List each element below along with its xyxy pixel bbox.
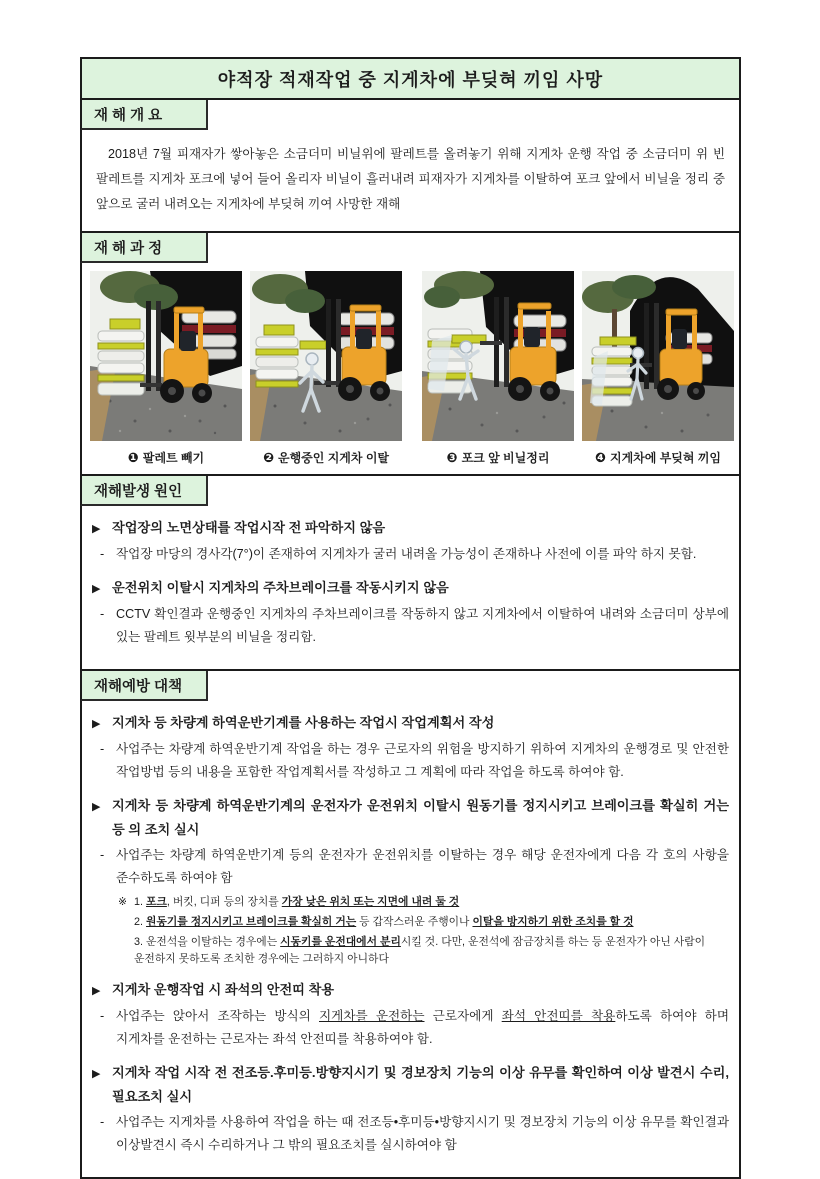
cause-items <box>82 506 739 669</box>
prevention-heading: 재해예방 대책 <box>80 671 208 701</box>
note-2-text: 2. 원동기를 정지시키고 브레이크를 확실히 거는 등 갑작스러운 주행이나 이탈을 방지하기 위한 조치를 할 것 <box>134 916 634 928</box>
cause-2-detail: CCTV 확인결과 운행중인 지게차의 주차브레이크를 작동하지 않고 지게차에서 이탈하여 내려와 소금더미 상부에 있는 팔레트 윗부분의 비닐을 정리함. <box>116 607 729 644</box>
section-prevention-header <box>82 671 739 701</box>
note-1-text: 1. 포크, 버킷, 디퍼 등의 장치를 가장 낮은 위치 또는 지면에 내려 둘 것 <box>134 896 460 908</box>
prevention-3-title: 지게차 운행작업 시 좌석의 안전띠 착용 <box>112 982 335 997</box>
process-image-1 <box>90 271 242 441</box>
process-image-3 <box>422 271 574 441</box>
prevention-1-detail: 사업주는 차량계 하역운반기계 작업을 하는 경우 근로자의 위험을 방지하기 위하여 지게차의 운행경로 및 안전한 작업방법 등의 내용을 포함한 작업계획서를 작성하고 그 계획에 따라 작업을 하도록 하여야 함. <box>116 742 729 779</box>
cause-1-detail: 작업장 마당의 경사각(7°)이 존재하여 지게차가 굴러 내려올 가능성이 존재하나 사전에 이를 파악 하지 못함. <box>116 547 697 561</box>
triangle-bullet-icon: ▶ <box>92 718 101 730</box>
dash-icon: - <box>100 607 105 621</box>
note-3-text: 3. 운전석을 이탈하는 경우에는 시동키를 운전대에서 분리시킬 것. 다만, 운전석에 잠금장치를 하는 등 운전자가 아닌 사람이 운전하지 못하도록 조치한 경우에는 그러하지 아니하다 <box>134 936 706 965</box>
dash-icon: - <box>100 848 105 862</box>
forklift-scene-3-illustration <box>422 271 574 441</box>
step-2-label: 운행중인 지게차 이탈 <box>278 451 389 465</box>
prevention-item-1 <box>92 711 729 784</box>
page-title: 야적장 적재작업 중 지게차에 부딪혀 끼임 사망 <box>82 59 739 100</box>
prevention-item-3 <box>92 978 729 1051</box>
cause-heading: 재해발생 원인 <box>80 476 208 506</box>
caption-step-4 <box>582 449 734 466</box>
triangle-bullet-icon: ▶ <box>92 801 101 813</box>
prevention-item-4 <box>92 1061 729 1157</box>
prevention-item-2 <box>92 794 729 968</box>
note-2 <box>118 914 729 931</box>
prevention-2-notes <box>118 894 729 968</box>
process-captions <box>82 445 739 474</box>
prevention-2-title: 지게차 등 차량계 하역운반기계의 운전자가 운전위치 이탈시 원동기를 정지시키고 브레이크를 확실히 거는 등 의 조치 실시 <box>112 798 729 837</box>
forklift-scene-4-illustration <box>582 271 734 441</box>
prevention-1-title: 지게차 등 차량계 하역운반기계를 사용하는 작업시 작업계획서 작성 <box>112 715 495 730</box>
forklift-scene-1-illustration <box>90 271 242 441</box>
caption-step-2 <box>250 449 402 466</box>
triangle-bullet-icon: ▶ <box>92 583 101 595</box>
step-2-number-icon: ❷ <box>262 450 274 465</box>
prevention-items <box>82 701 739 1177</box>
caption-step-3 <box>422 449 574 466</box>
dash-icon: - <box>100 1009 105 1023</box>
forklift-scene-2-illustration <box>250 271 402 441</box>
step-4-number-icon: ❹ <box>594 450 606 465</box>
section-overview-header <box>82 100 739 130</box>
document-frame <box>80 57 741 1179</box>
prevention-4-detail: 사업주는 지게차를 사용하여 작업을 하는 때 전조등•후미등•방향지시기 및 경보장치 기능의 이상 유무를 확인결과 이상발견시 즉시 수리하거나 그 밖의 필요조치를 실시하여야 함 <box>116 1115 729 1152</box>
step-1-label: 팔레트 빼기 <box>142 451 205 465</box>
prevention-4-title: 지게차 작업 시작 전 전조등.후미등.방향지시기 및 경보장치 기능의 이상 유무를 확인하여 이상 발견시 수리, 필요조치 실시 <box>112 1065 729 1104</box>
step-3-label: 포크 앞 비닐정리 <box>461 451 550 465</box>
section-process-header <box>82 233 739 263</box>
process-heading: 재 해 과 정 <box>80 233 208 263</box>
process-image-2 <box>250 271 402 441</box>
note-1 <box>118 894 729 911</box>
step-1-number-icon: ❶ <box>127 450 139 465</box>
step-4-label: 지게차에 부딪혀 끼임 <box>610 451 721 465</box>
triangle-bullet-icon: ▶ <box>92 523 101 535</box>
cause-item-1 <box>92 516 729 566</box>
cause-1-title: 작업장의 노면상태를 작업시작 전 파악하지 않음 <box>112 520 386 535</box>
triangle-bullet-icon: ▶ <box>92 985 101 997</box>
caption-step-1 <box>90 449 242 466</box>
process-images <box>82 263 739 445</box>
section-cause-header <box>82 476 739 506</box>
reference-mark-icon: ※ <box>118 896 128 908</box>
overview-heading: 재 해 개 요 <box>80 100 208 130</box>
dash-icon: - <box>100 742 105 756</box>
triangle-bullet-icon: ▶ <box>92 1068 101 1080</box>
process-image-4 <box>582 271 734 441</box>
dash-icon: - <box>100 1115 105 1129</box>
cause-2-title: 운전위치 이탈시 지게차의 주차브레이크를 작동시키지 않음 <box>112 580 449 595</box>
cause-item-2 <box>92 576 729 649</box>
overview-body: 2018년 7월 피재자가 쌓아놓은 소금더미 비닐위에 팔레트를 올려놓기 위해 지게차 운행 작업 중 소금더미 위 빈 팔레트를 지게차 포크에 넣어 들어 올리자 비닐이 흘러내려 피재자가 지게차를 이탈하여 포크 앞에서 비닐을 정리 중 앞으로 굴러 내려오는 지게차에 부딪혀 끼여 사망한 재해 <box>96 147 725 211</box>
dash-icon: - <box>100 547 105 561</box>
prevention-2-detail: 사업주는 차량계 하역운반기계 등의 운전자가 운전위치를 이탈하는 경우 해당 운전자에게 다음 각 호의 사항을 준수하도록 하여야 함 <box>116 848 729 885</box>
note-3 <box>118 934 729 968</box>
prevention-3-detail: 사업주는 앉아서 조작하는 방식의 지게차를 운전하는 근로자에게 좌석 안전띠를 착용하도록 하여야 하며 지게차를 운전하는 근로자는 좌석 안전띠를 착용하여야 함. <box>116 1009 730 1046</box>
step-3-number-icon: ❸ <box>446 450 458 465</box>
